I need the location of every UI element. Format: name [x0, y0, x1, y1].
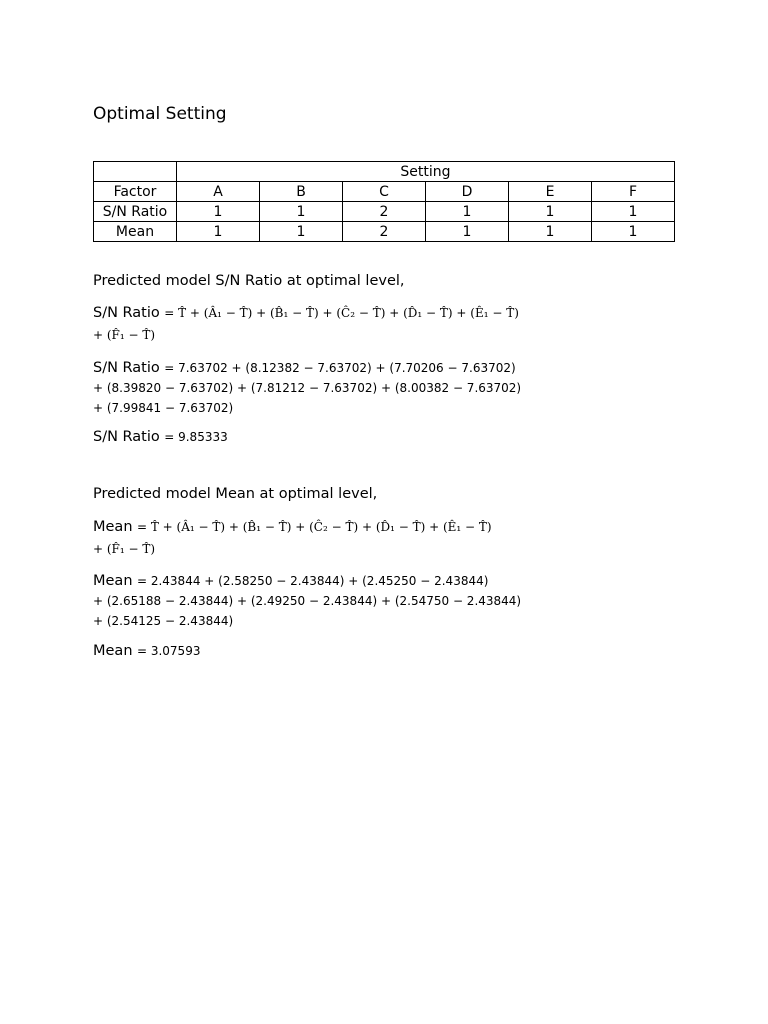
sn-formula-line1	[93, 303, 519, 323]
sn-subst-cont: + (8.39820 − 7.63702) + (7.81212 − 7.63702) + (8.00382 − 7.63702)	[93, 381, 522, 395]
sn-label: S/N Ratio	[93, 360, 160, 376]
table-cell: 1	[509, 202, 592, 222]
table-cell: 1	[426, 202, 509, 222]
table-cell: 1	[177, 202, 260, 222]
empty-corner-cell	[94, 162, 177, 182]
table-header-row	[94, 182, 675, 202]
mean-formula: = T̂ + (Â₁ − T̂) + (B̂₁ − T̂) + (Ĉ₂ − T̂) + (D̂₁ − T̂) + (Ê₁ − T̂)	[136, 520, 492, 534]
mean-subst-line1	[93, 571, 488, 591]
mean-formula-line2	[93, 539, 155, 559]
mean-label: Mean	[93, 643, 133, 659]
table-group-header-row	[94, 162, 675, 182]
sn-formula-line2	[93, 325, 155, 345]
mean-formula-line1	[93, 517, 492, 537]
setting-header: Setting	[177, 162, 675, 182]
mean-label: Mean	[93, 573, 133, 589]
mean-result: = 3.07593	[136, 644, 201, 658]
mean-label: Mean	[93, 519, 133, 535]
sn-formula-cont: + (F̂₁ − T̂)	[93, 328, 156, 342]
sn-subst-line1	[93, 358, 516, 378]
column-header: A	[177, 182, 260, 202]
table-cell: 1	[177, 222, 260, 242]
page-title: Optimal Setting	[93, 104, 227, 124]
sn-result-line	[93, 427, 228, 447]
table-cell: 1	[260, 202, 343, 222]
sn-subst-line3	[93, 398, 233, 418]
sn-subst-line2	[93, 378, 521, 398]
table-cell: 1	[509, 222, 592, 242]
mean-result-line	[93, 641, 200, 661]
column-header: F	[592, 182, 675, 202]
column-header: E	[509, 182, 592, 202]
mean-subst-line3	[93, 611, 233, 631]
column-header: C	[343, 182, 426, 202]
column-header: D	[426, 182, 509, 202]
mean-formula-cont: + (F̂₁ − T̂)	[93, 542, 156, 556]
row-label: S/N Ratio	[94, 202, 177, 222]
table-cell: 1	[426, 222, 509, 242]
table-row	[94, 202, 675, 222]
mean-heading: Predicted model Mean at optimal level,	[93, 486, 378, 502]
row-label: Mean	[94, 222, 177, 242]
table-cell: 1	[260, 222, 343, 242]
table-cell: 2	[343, 222, 426, 242]
mean-subst-cont: + (2.54125 − 2.43844)	[93, 614, 234, 628]
mean-subst-line2	[93, 591, 521, 611]
sn-subst: = 7.63702 + (8.12382 − 7.63702) + (7.70206 − 7.63702)	[164, 361, 516, 375]
table-row	[94, 222, 675, 242]
mean-subst: = 2.43844 + (2.58250 − 2.43844) + (2.45250 − 2.43844)	[136, 574, 489, 588]
mean-subst-cont: + (2.65188 − 2.43844) + (2.49250 − 2.43844) + (2.54750 − 2.43844)	[93, 594, 522, 608]
sn-result: = 9.85333	[164, 430, 228, 444]
sn-formula: = T̂ + (Â₁ − T̂) + (B̂₁ − T̂) + (Ĉ₂ − T̂) + (D̂₁ − T̂) + (Ê₁ − T̂)	[164, 306, 519, 320]
sn-heading: Predicted model S/N Ratio at optimal level,	[93, 273, 405, 289]
column-header: B	[260, 182, 343, 202]
table-cell: 1	[592, 222, 675, 242]
optimal-setting-table	[93, 161, 675, 242]
sn-label: S/N Ratio	[93, 305, 160, 321]
table-cell: 2	[343, 202, 426, 222]
sn-subst-cont: + (7.99841 − 7.63702)	[93, 401, 234, 415]
sn-label: S/N Ratio	[93, 429, 160, 445]
table-cell: 1	[592, 202, 675, 222]
factor-header: Factor	[94, 182, 177, 202]
